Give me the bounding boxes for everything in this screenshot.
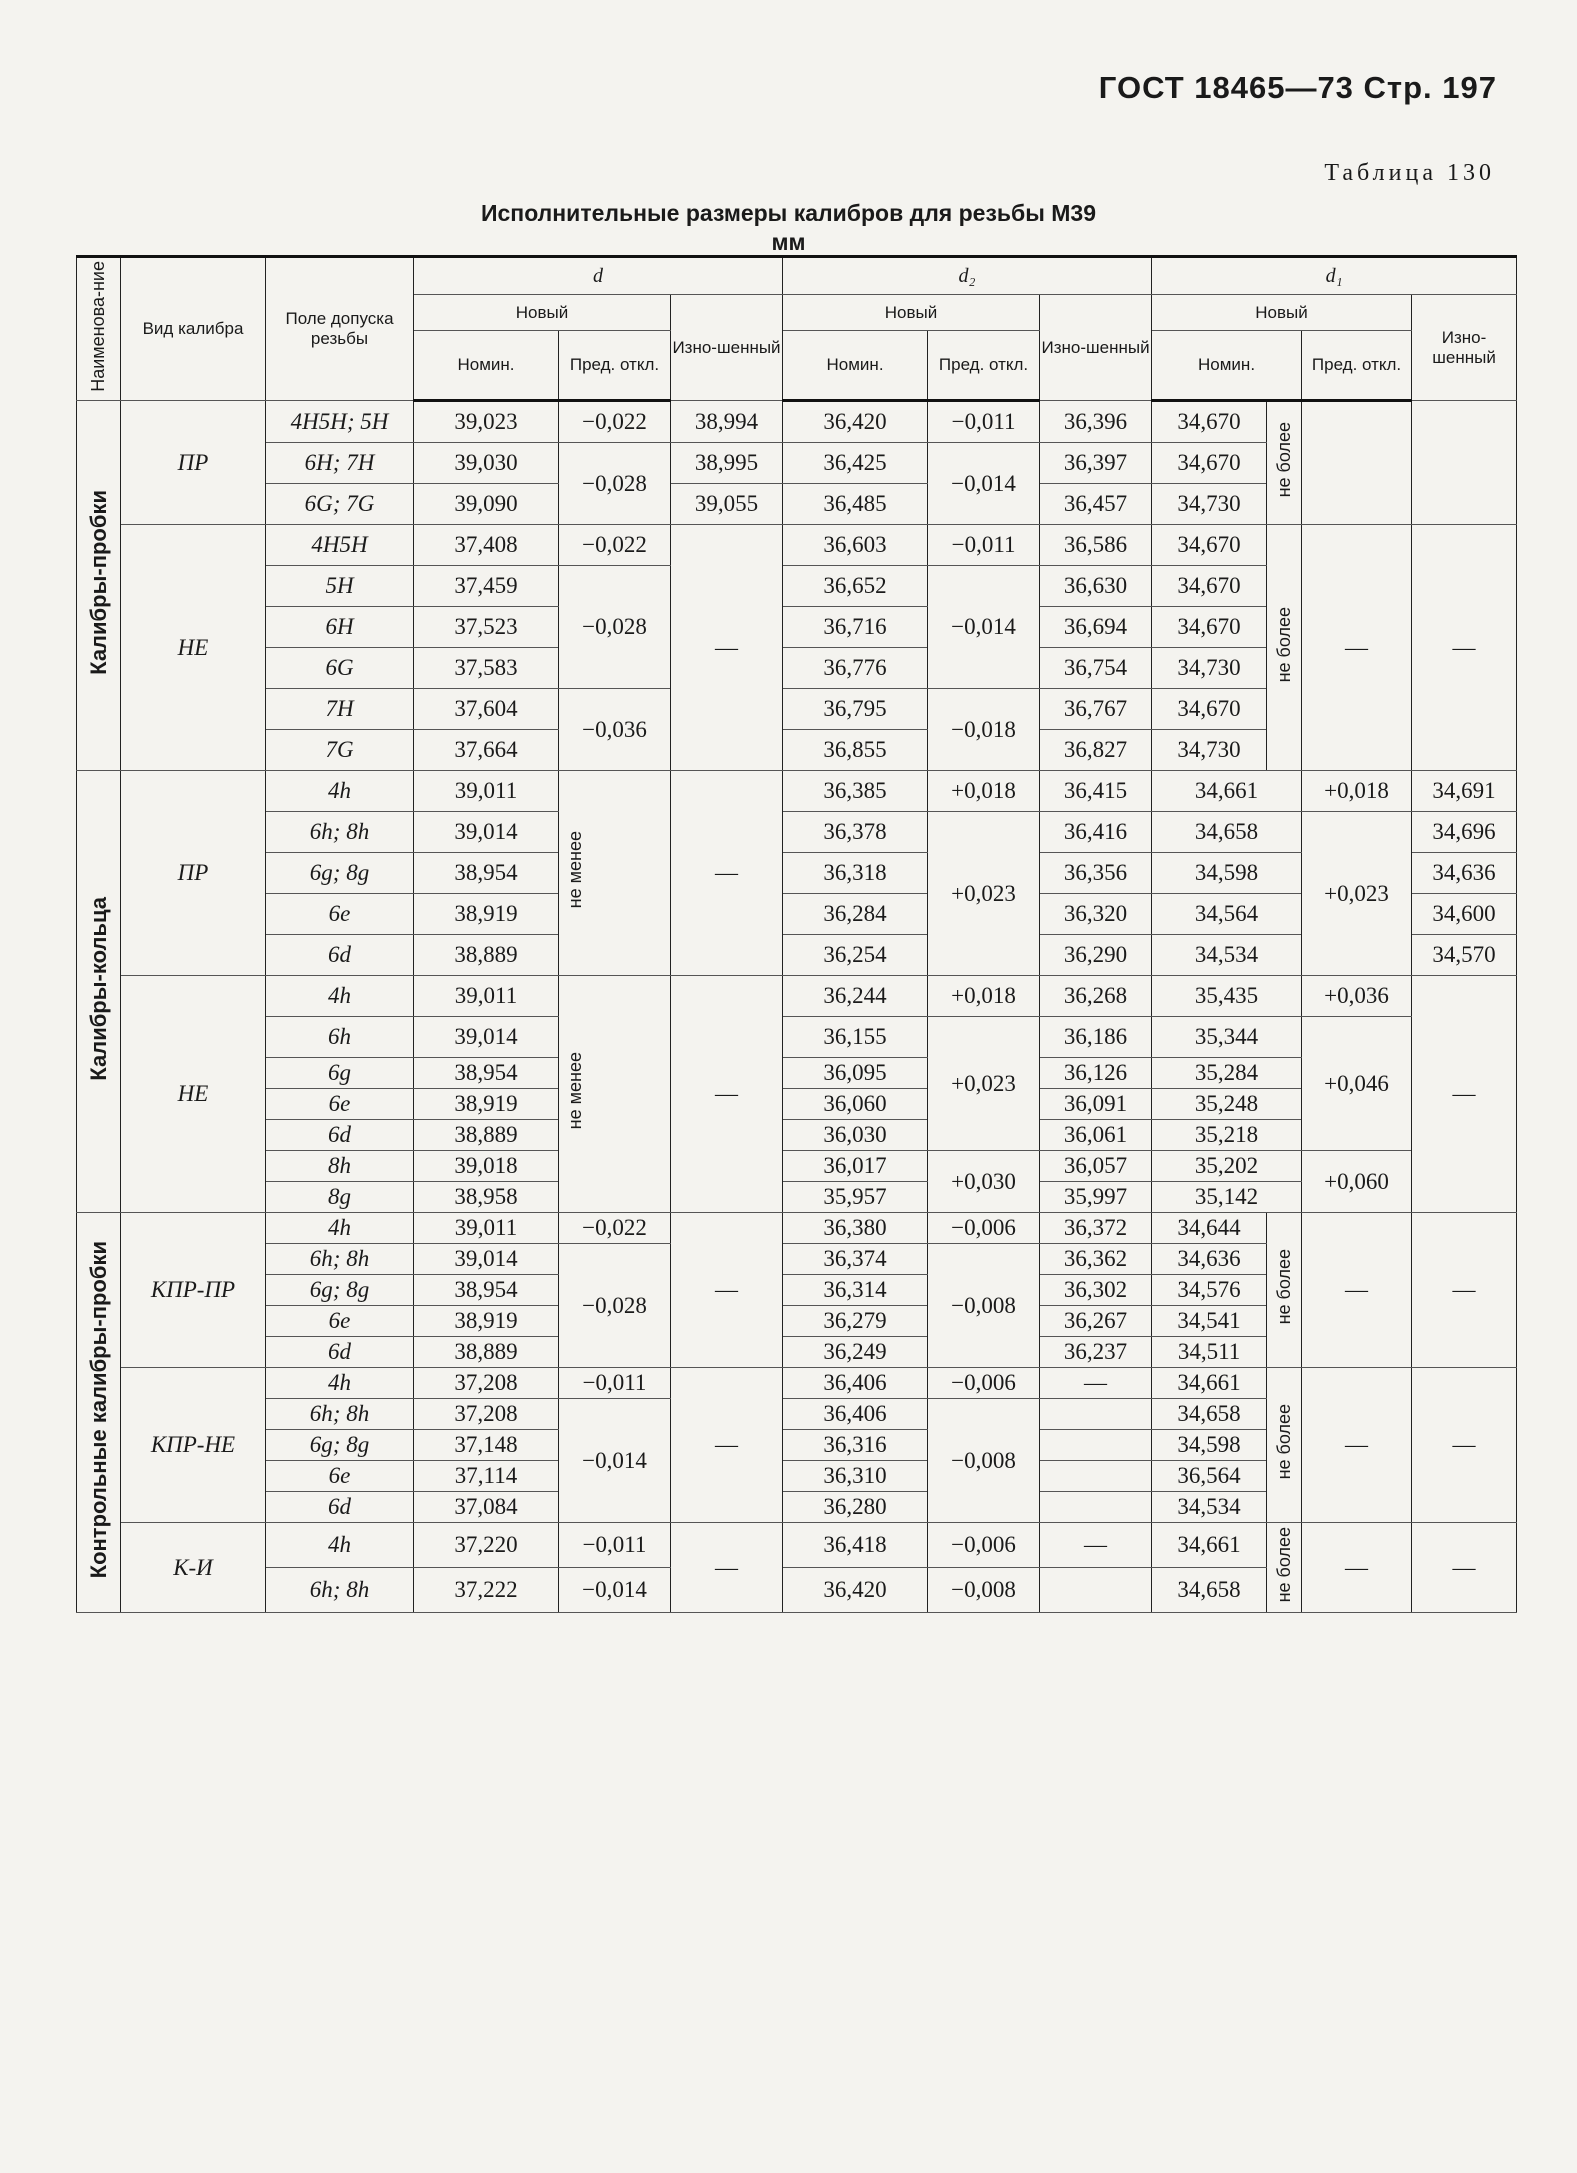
d2-nominal: 36,095 xyxy=(783,1058,928,1089)
d2-deviation: +0,030 xyxy=(928,1151,1040,1213)
tolerance-field: 4h xyxy=(266,1368,414,1399)
d2-nominal: 36,249 xyxy=(783,1337,928,1368)
d2-worn: 36,827 xyxy=(1040,730,1152,771)
d2-nominal: 36,155 xyxy=(783,1017,928,1058)
d2-deviation: −0,011 xyxy=(928,401,1040,443)
group-label-text: Калибры-кольца xyxy=(85,896,111,1081)
d-nominal: 37,604 xyxy=(414,689,559,730)
d1-nominal: 34,670 xyxy=(1152,401,1267,443)
page-header: ГОСТ 18465—73 Стр. 197 xyxy=(1098,70,1497,105)
d2-worn xyxy=(1040,1461,1152,1492)
d1-deviation: +0,018 xyxy=(1302,771,1412,812)
d2-worn: 36,356 xyxy=(1040,853,1152,894)
d-worn-header: Изно-шенный xyxy=(671,295,783,401)
d2-worn: 36,416 xyxy=(1040,812,1152,853)
d-nominal: 38,889 xyxy=(414,935,559,976)
d-nominal: 38,954 xyxy=(414,1058,559,1089)
d2-worn: 36,396 xyxy=(1040,401,1152,443)
d1-nominal: 34,670 xyxy=(1152,525,1267,566)
not-more-text: не более xyxy=(1273,606,1294,683)
col-d-header: d xyxy=(414,257,783,295)
d2-worn: 36,586 xyxy=(1040,525,1152,566)
d-deviation: −0,011 xyxy=(559,1368,671,1399)
d2-nominal: 36,795 xyxy=(783,689,928,730)
d2-nominal: 36,418 xyxy=(783,1523,928,1568)
d2-worn xyxy=(1040,1492,1152,1523)
d-deviation-header: Пред. откл. xyxy=(559,331,671,401)
d1-deviation: — xyxy=(1302,525,1412,771)
d2-nominal: 36,316 xyxy=(783,1430,928,1461)
d-not-less-note xyxy=(559,976,671,1213)
d-nominal: 37,459 xyxy=(414,566,559,607)
tolerance-field: 6d xyxy=(266,1492,414,1523)
d1-deviation: +0,046 xyxy=(1302,1017,1412,1151)
d2-deviation: −0,006 xyxy=(928,1213,1040,1244)
d1-nominal: 34,670 xyxy=(1152,607,1267,648)
d2-deviation-header: Пред. откл. xyxy=(928,331,1040,401)
d2-worn: 36,397 xyxy=(1040,443,1152,484)
d2-worn: 36,126 xyxy=(1040,1058,1152,1089)
d-nominal: 37,220 xyxy=(414,1523,559,1568)
d1-deviation: — xyxy=(1302,1523,1412,1613)
table-title-text: Исполнительные размеры калибров для резьбы М39 xyxy=(480,200,1097,226)
d-nominal: 38,958 xyxy=(414,1182,559,1213)
d2-nominal: 36,244 xyxy=(783,976,928,1017)
d-deviation: −0,022 xyxy=(559,401,671,443)
d2-worn: 36,630 xyxy=(1040,566,1152,607)
d1-nominal: 34,730 xyxy=(1152,730,1267,771)
d1-deviation: — xyxy=(1302,1368,1412,1523)
d-nominal: 38,919 xyxy=(414,1306,559,1337)
d-nominal: 37,222 xyxy=(414,1568,559,1613)
table-row xyxy=(77,894,1517,935)
d-not-less-note xyxy=(559,771,671,976)
tolerance-field: 6g xyxy=(266,1058,414,1089)
d2-worn: 36,267 xyxy=(1040,1306,1152,1337)
gauge-type: НЕ xyxy=(121,525,266,771)
d2-worn xyxy=(1040,1568,1152,1613)
d2-nominal: 36,280 xyxy=(783,1492,928,1523)
d2-worn: 36,372 xyxy=(1040,1213,1152,1244)
d1-nominal: 34,661 xyxy=(1152,771,1302,812)
tolerance-field: 6h xyxy=(266,1017,414,1058)
d-nominal: 39,014 xyxy=(414,1017,559,1058)
d-worn: — xyxy=(671,525,783,771)
d2-nominal: 36,279 xyxy=(783,1306,928,1337)
d2-nominal: 36,420 xyxy=(783,1568,928,1613)
d1-deviation: +0,060 xyxy=(1302,1151,1412,1213)
d1-nominal: 34,541 xyxy=(1152,1306,1267,1337)
d2-deviation: −0,006 xyxy=(928,1523,1040,1568)
d1-nominal: 36,564 xyxy=(1152,1461,1267,1492)
d2-worn: 36,237 xyxy=(1040,1337,1152,1368)
tolerance-field: 6H; 7H xyxy=(266,443,414,484)
d2-deviation: +0,023 xyxy=(928,812,1040,976)
table-row xyxy=(77,1017,1517,1058)
tolerance-field: 4h xyxy=(266,1213,414,1244)
d2-deviation: +0,018 xyxy=(928,771,1040,812)
d1-not-more-note xyxy=(1267,525,1302,771)
d-nominal: 39,090 xyxy=(414,484,559,525)
gauge-type: НЕ xyxy=(121,976,266,1213)
d1-nominal: 35,435 xyxy=(1152,976,1302,1017)
tolerance-field: 8h xyxy=(266,1151,414,1182)
d1-nominal: 35,248 xyxy=(1152,1089,1302,1120)
d2-worn xyxy=(1040,1430,1152,1461)
d2-nominal: 36,060 xyxy=(783,1089,928,1120)
d2-nominal: 36,406 xyxy=(783,1368,928,1399)
d1-nominal: 34,661 xyxy=(1152,1368,1267,1399)
d-nominal: 38,954 xyxy=(414,853,559,894)
d2-nominal: 36,318 xyxy=(783,853,928,894)
d2-deviation: −0,008 xyxy=(928,1399,1040,1523)
d-nominal: 39,011 xyxy=(414,1213,559,1244)
d-new-header: Новый xyxy=(414,295,671,331)
tolerance-field: 6e xyxy=(266,1089,414,1120)
col-name-header: Наименова-ние xyxy=(77,257,121,401)
d1-nominal: 35,218 xyxy=(1152,1120,1302,1151)
d2-nominal: 35,957 xyxy=(783,1182,928,1213)
tolerance-field: 4h xyxy=(266,771,414,812)
d2-deviation: −0,008 xyxy=(928,1244,1040,1368)
d1-deviation: +0,023 xyxy=(1302,812,1412,976)
d1-nominal: 34,730 xyxy=(1152,484,1267,525)
table-row xyxy=(77,935,1517,976)
group-label-text: Контрольные калибры-пробки xyxy=(85,1241,111,1579)
d-nominal: 37,523 xyxy=(414,607,559,648)
not-less-text: не менее xyxy=(565,831,585,909)
col-d2-header: d₂ xyxy=(783,257,1152,295)
d1-nominal: 34,661 xyxy=(1152,1523,1267,1568)
d-nominal: 38,889 xyxy=(414,1120,559,1151)
d1-worn-header: Изно-шенный xyxy=(1412,295,1517,401)
d-nominal: 37,084 xyxy=(414,1492,559,1523)
d-worn: — xyxy=(671,771,783,976)
d1-worn: — xyxy=(1412,1368,1517,1523)
tolerance-field: 6g; 8g xyxy=(266,1275,414,1306)
d1-worn xyxy=(1412,401,1517,525)
d2-nominal: 36,030 xyxy=(783,1120,928,1151)
not-more-text: не более xyxy=(1273,1527,1294,1603)
d-nominal: 38,919 xyxy=(414,894,559,935)
d2-deviation: +0,018 xyxy=(928,976,1040,1017)
table-row xyxy=(77,853,1517,894)
gauge-type: ПР xyxy=(121,401,266,525)
table-row xyxy=(77,1182,1517,1213)
tolerance-field: 6e xyxy=(266,894,414,935)
tolerance-field: 6h; 8h xyxy=(266,1399,414,1430)
tolerance-field: 4H5H; 5H xyxy=(266,401,414,443)
d2-nominal: 36,385 xyxy=(783,771,928,812)
d2-new-header: Новый xyxy=(783,295,1040,331)
d1-nominal: 34,670 xyxy=(1152,689,1267,730)
table-row xyxy=(77,1058,1517,1089)
d-nominal: 39,014 xyxy=(414,1244,559,1275)
d-nominal: 37,208 xyxy=(414,1399,559,1430)
d-nominal: 39,030 xyxy=(414,443,559,484)
d-nominal: 39,018 xyxy=(414,1151,559,1182)
d-deviation: −0,028 xyxy=(559,443,671,525)
d-nominal: 39,011 xyxy=(414,771,559,812)
d1-worn: — xyxy=(1412,976,1517,1213)
d2-worn: — xyxy=(1040,1368,1152,1399)
tolerance-field: 6d xyxy=(266,1337,414,1368)
table-row xyxy=(77,1523,1517,1568)
table-row xyxy=(77,1213,1517,1244)
not-less-text: не менее xyxy=(565,1052,585,1130)
d2-worn: 36,754 xyxy=(1040,648,1152,689)
tolerance-field: 6G; 7G xyxy=(266,484,414,525)
table-row xyxy=(77,401,1517,443)
tolerance-field: 6d xyxy=(266,935,414,976)
gauge-type: ПР xyxy=(121,771,266,976)
d-worn: 38,994 xyxy=(671,401,783,443)
tolerance-field: 6g; 8g xyxy=(266,1430,414,1461)
tolerance-field: 4H5H xyxy=(266,525,414,566)
d1-worn: 34,600 xyxy=(1412,894,1517,935)
d1-nominal: 34,636 xyxy=(1152,1244,1267,1275)
not-more-text: не более xyxy=(1273,422,1294,498)
d-deviation: −0,014 xyxy=(559,1568,671,1613)
d1-nominal: 34,644 xyxy=(1152,1213,1267,1244)
d2-nominal: 36,380 xyxy=(783,1213,928,1244)
d2-worn: 36,457 xyxy=(1040,484,1152,525)
d-worn: — xyxy=(671,976,783,1213)
d1-deviation: +0,036 xyxy=(1302,976,1412,1017)
d1-nominal: 34,534 xyxy=(1152,1492,1267,1523)
d-nominal: 39,011 xyxy=(414,976,559,1017)
table-row xyxy=(77,771,1517,812)
d1-worn: — xyxy=(1412,1523,1517,1613)
d1-nominal: 34,564 xyxy=(1152,894,1302,935)
group-label-text: Калибры-пробки xyxy=(85,490,111,675)
d-deviation: −0,036 xyxy=(559,689,671,771)
d1-worn: — xyxy=(1412,1213,1517,1368)
tolerance-field: 6G xyxy=(266,648,414,689)
col-type-header: Вид калибра xyxy=(121,257,266,401)
d2-nominal: 36,855 xyxy=(783,730,928,771)
gauge-type: КПР-ПР xyxy=(121,1213,266,1368)
d-nominal: 39,023 xyxy=(414,401,559,443)
d1-deviation-header: Пред. откл. xyxy=(1302,331,1412,401)
d-deviation: −0,014 xyxy=(559,1399,671,1523)
d-worn: — xyxy=(671,1523,783,1613)
tolerance-field: 6e xyxy=(266,1461,414,1492)
d1-worn: — xyxy=(1412,525,1517,771)
d2-nominal: 36,284 xyxy=(783,894,928,935)
table-body xyxy=(77,401,1517,1613)
not-more-text: не более xyxy=(1273,1404,1294,1480)
tolerance-field: 6h; 8h xyxy=(266,1568,414,1613)
d1-not-more-note xyxy=(1267,1368,1302,1523)
d2-deviation: −0,014 xyxy=(928,443,1040,525)
d-nominal: 37,114 xyxy=(414,1461,559,1492)
not-more-text: не более xyxy=(1273,1249,1294,1325)
d2-nominal-header: Номин. xyxy=(783,331,928,401)
d1-nominal: 34,670 xyxy=(1152,566,1267,607)
d1-nominal: 35,202 xyxy=(1152,1151,1302,1182)
table-row xyxy=(77,525,1517,566)
table-row xyxy=(77,976,1517,1017)
d1-nominal: 34,511 xyxy=(1152,1337,1267,1368)
d1-worn: 34,636 xyxy=(1412,853,1517,894)
d2-worn: 36,290 xyxy=(1040,935,1152,976)
d2-worn: — xyxy=(1040,1523,1152,1568)
d2-deviation: −0,006 xyxy=(928,1368,1040,1399)
d2-worn: 35,997 xyxy=(1040,1182,1152,1213)
d1-deviation xyxy=(1302,401,1412,525)
d-nominal: 38,919 xyxy=(414,1089,559,1120)
d1-nominal: 34,730 xyxy=(1152,648,1267,689)
gauge-type: КПР-НЕ xyxy=(121,1368,266,1523)
d1-not-more-note xyxy=(1267,1523,1302,1613)
d2-nominal: 36,406 xyxy=(783,1399,928,1430)
d2-deviation: −0,014 xyxy=(928,566,1040,689)
d1-nominal: 34,670 xyxy=(1152,443,1267,484)
d2-nominal: 36,314 xyxy=(783,1275,928,1306)
d-nominal: 37,148 xyxy=(414,1430,559,1461)
d2-worn: 36,767 xyxy=(1040,689,1152,730)
tolerance-field: 8g xyxy=(266,1182,414,1213)
tolerance-field: 6h; 8h xyxy=(266,812,414,853)
tolerance-field: 6g; 8g xyxy=(266,853,414,894)
d2-nominal: 36,776 xyxy=(783,648,928,689)
d-worn: 39,055 xyxy=(671,484,783,525)
table-row xyxy=(77,1368,1517,1399)
col-d1-header: d₁ xyxy=(1152,257,1517,295)
tolerance-field: 4h xyxy=(266,976,414,1017)
d1-nominal-header: Номин. xyxy=(1152,331,1302,401)
d-worn: 38,995 xyxy=(671,443,783,484)
d2-deviation: −0,018 xyxy=(928,689,1040,771)
d2-nominal: 36,603 xyxy=(783,525,928,566)
d2-worn: 36,268 xyxy=(1040,976,1152,1017)
d-nominal: 37,664 xyxy=(414,730,559,771)
col-field-header: Поле допуска резьбы xyxy=(266,257,414,401)
d1-nominal: 34,576 xyxy=(1152,1275,1267,1306)
d1-worn: 34,691 xyxy=(1412,771,1517,812)
d1-not-more-note xyxy=(1267,1213,1302,1368)
d-deviation: −0,022 xyxy=(559,525,671,566)
d-nominal: 38,954 xyxy=(414,1275,559,1306)
table-row xyxy=(77,1151,1517,1182)
d1-nominal: 34,658 xyxy=(1152,1568,1267,1613)
d2-nominal: 36,716 xyxy=(783,607,928,648)
d-nominal: 37,208 xyxy=(414,1368,559,1399)
d-worn: — xyxy=(671,1368,783,1523)
d-nominal: 37,583 xyxy=(414,648,559,689)
d-nominal: 37,408 xyxy=(414,525,559,566)
d2-nominal: 36,310 xyxy=(783,1461,928,1492)
dimensions-table xyxy=(76,255,1517,1613)
d2-nominal: 36,017 xyxy=(783,1151,928,1182)
d1-nominal: 34,598 xyxy=(1152,1430,1267,1461)
d2-worn: 36,302 xyxy=(1040,1275,1152,1306)
d1-nominal: 34,658 xyxy=(1152,812,1302,853)
tolerance-field: 4h xyxy=(266,1523,414,1568)
d-nominal: 38,889 xyxy=(414,1337,559,1368)
tolerance-field: 6e xyxy=(266,1306,414,1337)
d2-nominal: 36,374 xyxy=(783,1244,928,1275)
d1-nominal: 35,344 xyxy=(1152,1017,1302,1058)
d2-worn: 36,415 xyxy=(1040,771,1152,812)
tolerance-field: 6d xyxy=(266,1120,414,1151)
d-nominal-header: Номин. xyxy=(414,331,559,401)
d1-nominal: 34,534 xyxy=(1152,935,1302,976)
table-title xyxy=(0,200,1577,256)
gauge-type: К-И xyxy=(121,1523,266,1613)
d2-deviation: −0,008 xyxy=(928,1568,1040,1613)
d2-worn: 36,694 xyxy=(1040,607,1152,648)
tolerance-field: 5H xyxy=(266,566,414,607)
d2-nominal: 36,425 xyxy=(783,443,928,484)
d1-nominal: 34,598 xyxy=(1152,853,1302,894)
d1-deviation: — xyxy=(1302,1213,1412,1368)
d2-worn xyxy=(1040,1399,1152,1430)
d2-nominal: 36,378 xyxy=(783,812,928,853)
group-label xyxy=(77,401,121,771)
d2-nominal: 36,420 xyxy=(783,401,928,443)
group-label xyxy=(77,771,121,1213)
d2-worn: 36,320 xyxy=(1040,894,1152,935)
d-nominal: 39,014 xyxy=(414,812,559,853)
d2-deviation: +0,023 xyxy=(928,1017,1040,1151)
d1-nominal: 35,284 xyxy=(1152,1058,1302,1089)
d-deviation: −0,028 xyxy=(559,566,671,689)
d2-worn: 36,362 xyxy=(1040,1244,1152,1275)
d1-worn: 34,570 xyxy=(1412,935,1517,976)
tolerance-field: 7G xyxy=(266,730,414,771)
d-worn: — xyxy=(671,1213,783,1368)
d-deviation: −0,011 xyxy=(559,1523,671,1568)
d2-nominal: 36,485 xyxy=(783,484,928,525)
d1-nominal: 35,142 xyxy=(1152,1182,1302,1213)
d1-new-header: Новый xyxy=(1152,295,1412,331)
tolerance-field: 6h; 8h xyxy=(266,1244,414,1275)
d2-worn: 36,061 xyxy=(1040,1120,1152,1151)
d1-nominal: 34,658 xyxy=(1152,1399,1267,1430)
table-row xyxy=(77,1089,1517,1120)
table-unit: мм xyxy=(771,229,806,255)
d-deviation: −0,022 xyxy=(559,1213,671,1244)
tolerance-field: 7H xyxy=(266,689,414,730)
table-row xyxy=(77,812,1517,853)
d2-worn: 36,091 xyxy=(1040,1089,1152,1120)
d2-deviation: −0,011 xyxy=(928,525,1040,566)
d2-worn: 36,186 xyxy=(1040,1017,1152,1058)
d2-worn-header: Изно-шенный xyxy=(1040,295,1152,401)
d-deviation: −0,028 xyxy=(559,1244,671,1368)
table-header xyxy=(77,257,1517,401)
d1-not-more-note xyxy=(1267,401,1302,525)
d2-nominal: 36,652 xyxy=(783,566,928,607)
d2-worn: 36,057 xyxy=(1040,1151,1152,1182)
group-label xyxy=(77,1213,121,1613)
tolerance-field: 6H xyxy=(266,607,414,648)
d2-nominal: 36,254 xyxy=(783,935,928,976)
table-row xyxy=(77,1120,1517,1151)
d1-worn: 34,696 xyxy=(1412,812,1517,853)
table-number: Таблица 130 xyxy=(1324,160,1495,186)
